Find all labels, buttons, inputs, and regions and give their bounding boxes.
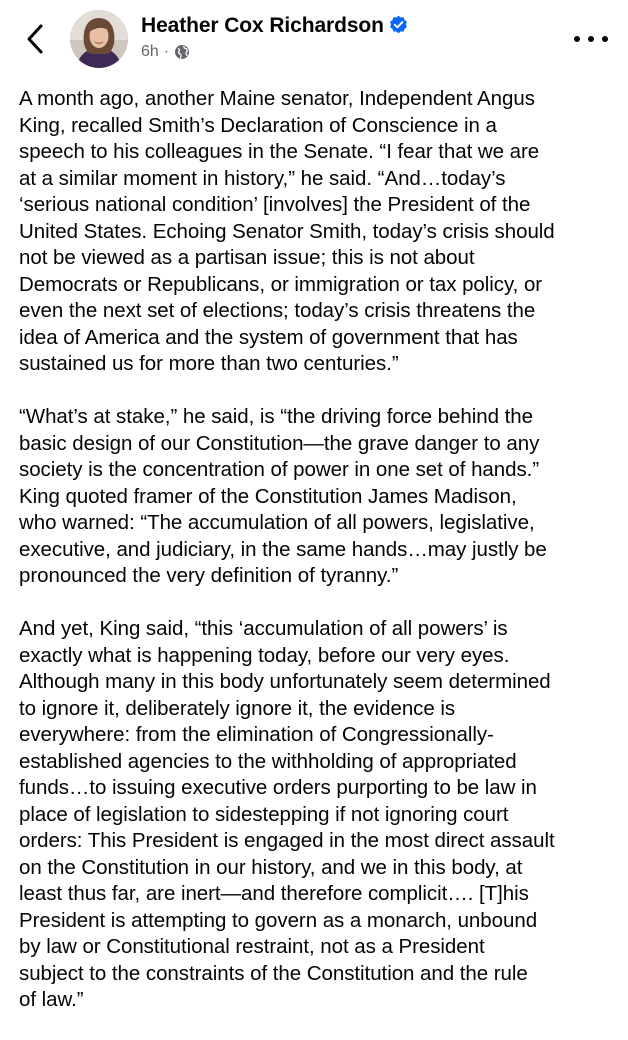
text-line: speech to his colleagues in the Senate. “I fear that we are xyxy=(19,140,540,163)
text-line: King quoted framer of the Constitution James Madison, xyxy=(19,484,517,508)
author-photo xyxy=(70,10,128,68)
text-line: United States. Echoing Senator Smith, today’s crisis should xyxy=(19,219,555,243)
text-line: society is the concentration of power in one set of hands.” xyxy=(19,458,540,481)
text-line: least thus far, are inert—and therefore complicit…. [T]his xyxy=(19,882,529,905)
author-name-row xyxy=(141,14,408,38)
text-line: Democrats or Republicans, or immigration or tax policy, or xyxy=(19,272,543,296)
text-line: funds…to issuing executive orders purporting to be law in xyxy=(19,776,537,799)
back-button[interactable] xyxy=(18,22,52,56)
text-line: place of legislation to sidestepping if not ignoring court xyxy=(19,802,509,826)
text-line: everywhere: from the elimination of Congressionally- xyxy=(19,723,494,746)
verified-badge-icon xyxy=(389,15,408,34)
post-paragraph-2 xyxy=(19,404,619,590)
avatar[interactable] xyxy=(70,10,128,68)
post-paragraph-3 xyxy=(19,616,619,1014)
text-line: established agencies to the withholding of appropriated xyxy=(19,749,517,773)
text-line: of law.” xyxy=(19,988,84,1011)
text-line: exactly what is happening today, before our very eyes. xyxy=(19,643,510,667)
text-line: President is attempting to govern as a monarch, unbound xyxy=(19,908,538,932)
text-line: to ignore it, deliberately ignore it, the evidence is xyxy=(19,696,456,720)
text-line: A month ago, another Maine senator, Independent Angus xyxy=(19,87,535,110)
text-line: even the next set of elections; today’s crisis threatens the xyxy=(19,299,536,322)
timestamp[interactable]: 6h xyxy=(141,43,159,60)
text-line: at a similar moment in history,” he said. “And…today’s xyxy=(19,166,506,190)
text-line: executive, and judiciary, in the same hands…may justly be xyxy=(19,537,547,561)
text-line: And yet, King said, “this ‘accumulation of all powers’ is xyxy=(19,617,508,640)
text-line: King, recalled Smith’s Declaration of Conscience in a xyxy=(19,113,497,137)
text-line: “What’s at stake,” he said, is “the driving force behind the xyxy=(19,405,533,428)
text-line: basic design of our Constitution—the grave danger to any xyxy=(19,431,540,455)
text-line: idea of America and the system of government that has xyxy=(19,325,518,349)
text-line: by law or Constitutional restraint, not as a President xyxy=(19,935,485,958)
post-paragraph-1 xyxy=(19,86,619,378)
more-horizontal-icon xyxy=(574,36,608,42)
post-meta xyxy=(141,43,190,61)
chevron-left-icon xyxy=(26,24,44,54)
text-line: pronounced the very definition of tyranny.” xyxy=(19,564,399,587)
post-text xyxy=(19,86,619,1040)
more-options-button[interactable] xyxy=(574,26,608,52)
text-line: not be viewed as a partisan issue; this is not about xyxy=(19,246,475,269)
author-name[interactable]: Heather Cox Richardson xyxy=(141,14,384,37)
meta-separator: · xyxy=(163,43,170,60)
text-line: who warned: “The accumulation of all powers, legislative, xyxy=(19,511,535,534)
text-line: ‘serious national condition’ [involves] the President of the xyxy=(19,193,531,216)
globe-icon[interactable] xyxy=(174,44,190,60)
text-line: on the Constitution in our history, and we in this body, at xyxy=(19,855,523,879)
post-header xyxy=(0,0,628,78)
text-line: Although many in this body unfortunately seem determined xyxy=(19,670,551,693)
text-line: orders: This President is engaged in the most direct assault xyxy=(19,829,555,852)
text-line: sustained us for more than two centuries.” xyxy=(19,352,399,375)
text-line: subject to the constraints of the Constitution and the rule xyxy=(19,961,528,985)
